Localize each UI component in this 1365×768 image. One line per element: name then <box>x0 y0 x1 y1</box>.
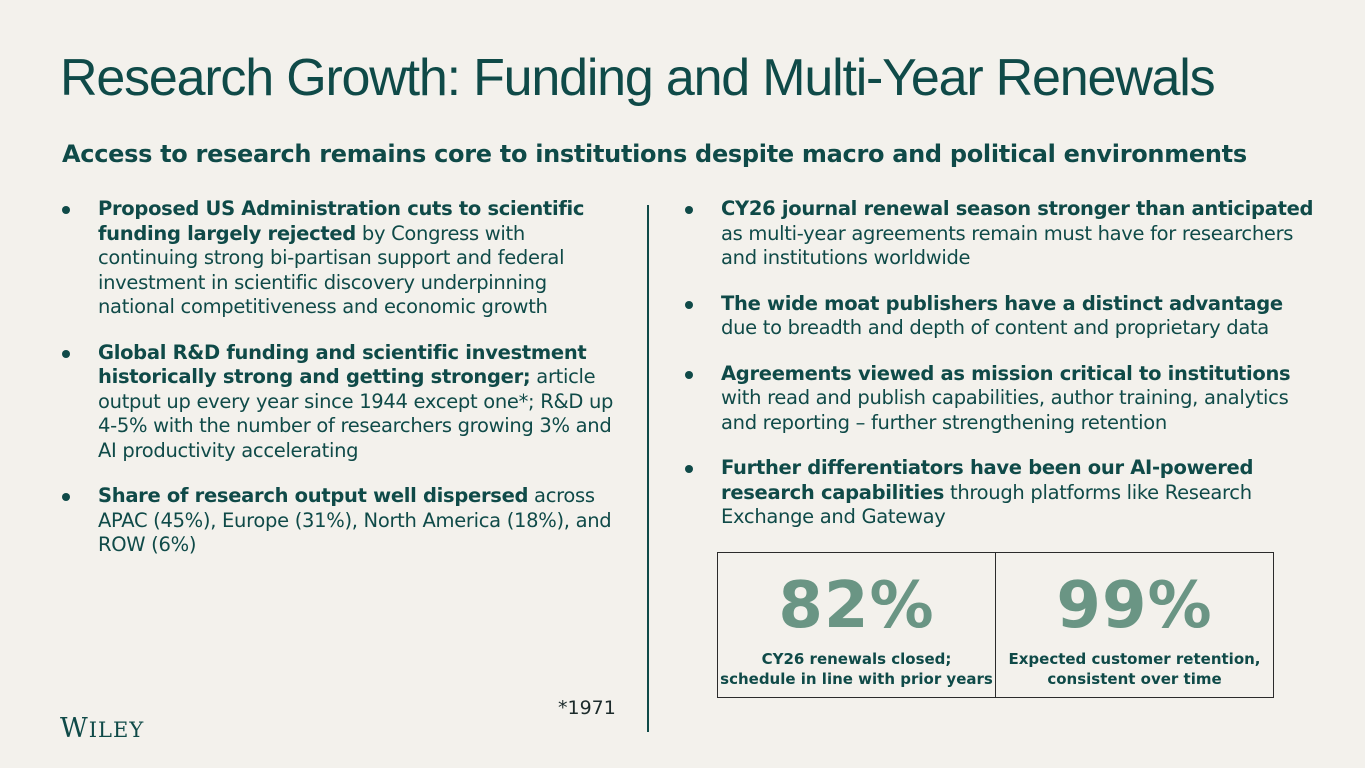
stat-renewals <box>718 553 995 697</box>
right-bullet-list <box>683 197 1323 551</box>
bullet-dot-icon <box>685 465 693 473</box>
bullet-dot-icon <box>685 301 693 309</box>
bullet-item <box>60 197 620 320</box>
stats-box <box>717 552 1274 698</box>
bullet-item <box>60 484 620 558</box>
bullet-text: as multi-year agreements remain must have for researchers and institutions worldwide <box>721 221 1294 269</box>
bullet-dot-icon <box>62 493 70 501</box>
bullet-item <box>683 456 1323 530</box>
bullet-bold-text: Further differentiators have been our AI-powered research capabilities <box>721 456 1254 504</box>
bullet-item <box>683 197 1323 271</box>
bullet-dot-icon <box>685 206 693 214</box>
stat-retention <box>995 553 1273 697</box>
footnote: *1971 <box>558 697 616 719</box>
bullet-bold-text: Agreements viewed as mission critical to institutions <box>721 361 1291 385</box>
bullet-bold-text: Global R&D funding and scientific investment historically strong and getting stronger; <box>98 340 587 388</box>
logo-rest: ILEY <box>88 718 145 742</box>
stat-caption: CY26 renewals closed; schedule in line with prior years <box>720 650 993 688</box>
logo-initial: W <box>60 713 89 744</box>
bullet-text: through platforms like Research Exchange and Gateway <box>721 480 1252 528</box>
bullet-bold-text: The wide moat publishers have a distinct advantage <box>721 291 1283 315</box>
left-bullet-list <box>60 197 620 579</box>
bullet-item <box>683 362 1323 436</box>
bullet-bold-text: CY26 journal renewal season stronger than anticipated <box>721 197 1314 220</box>
wiley-logo <box>60 713 144 744</box>
stat-value: 99% <box>1056 569 1213 643</box>
bullet-dot-icon <box>685 371 693 379</box>
stat-value: 82% <box>778 569 935 643</box>
stat-caption: Expected customer retention, consistent over time <box>1008 650 1261 688</box>
bullet-text: due to breadth and depth of content and proprietary data <box>721 316 1269 339</box>
bullet-text: across APAC (45%), Europe (31%), North America (18%), and ROW (6%) <box>98 484 612 556</box>
page-subtitle: Access to research remains core to institutions despite macro and political environments <box>62 140 1247 168</box>
bullet-dot-icon <box>62 206 70 214</box>
bullet-text: with read and publish capabilities, author training, analytics and reporting – further strengthening retention <box>721 386 1289 434</box>
bullet-item <box>683 292 1323 341</box>
page-title: Research Growth: Funding and Multi-Year Renewals <box>60 49 1215 107</box>
bullet-text: by Congress with continuing strong bi-partisan support and federal investment in scientific discovery underpinning national competitiveness and economic growth <box>98 221 565 318</box>
bullet-text: article output up every year since 1944 except one*; R&D up 4-5% with the number of researchers growing 3% and AI productivity accelerating <box>98 365 614 462</box>
bullet-dot-icon <box>62 350 70 358</box>
bullet-bold-text: Share of research output well dispersed <box>98 484 529 507</box>
column-divider <box>647 205 649 732</box>
bullet-bold-text: Proposed US Administration cuts to scientific funding largely rejected <box>98 197 585 245</box>
bullet-item <box>60 341 620 464</box>
